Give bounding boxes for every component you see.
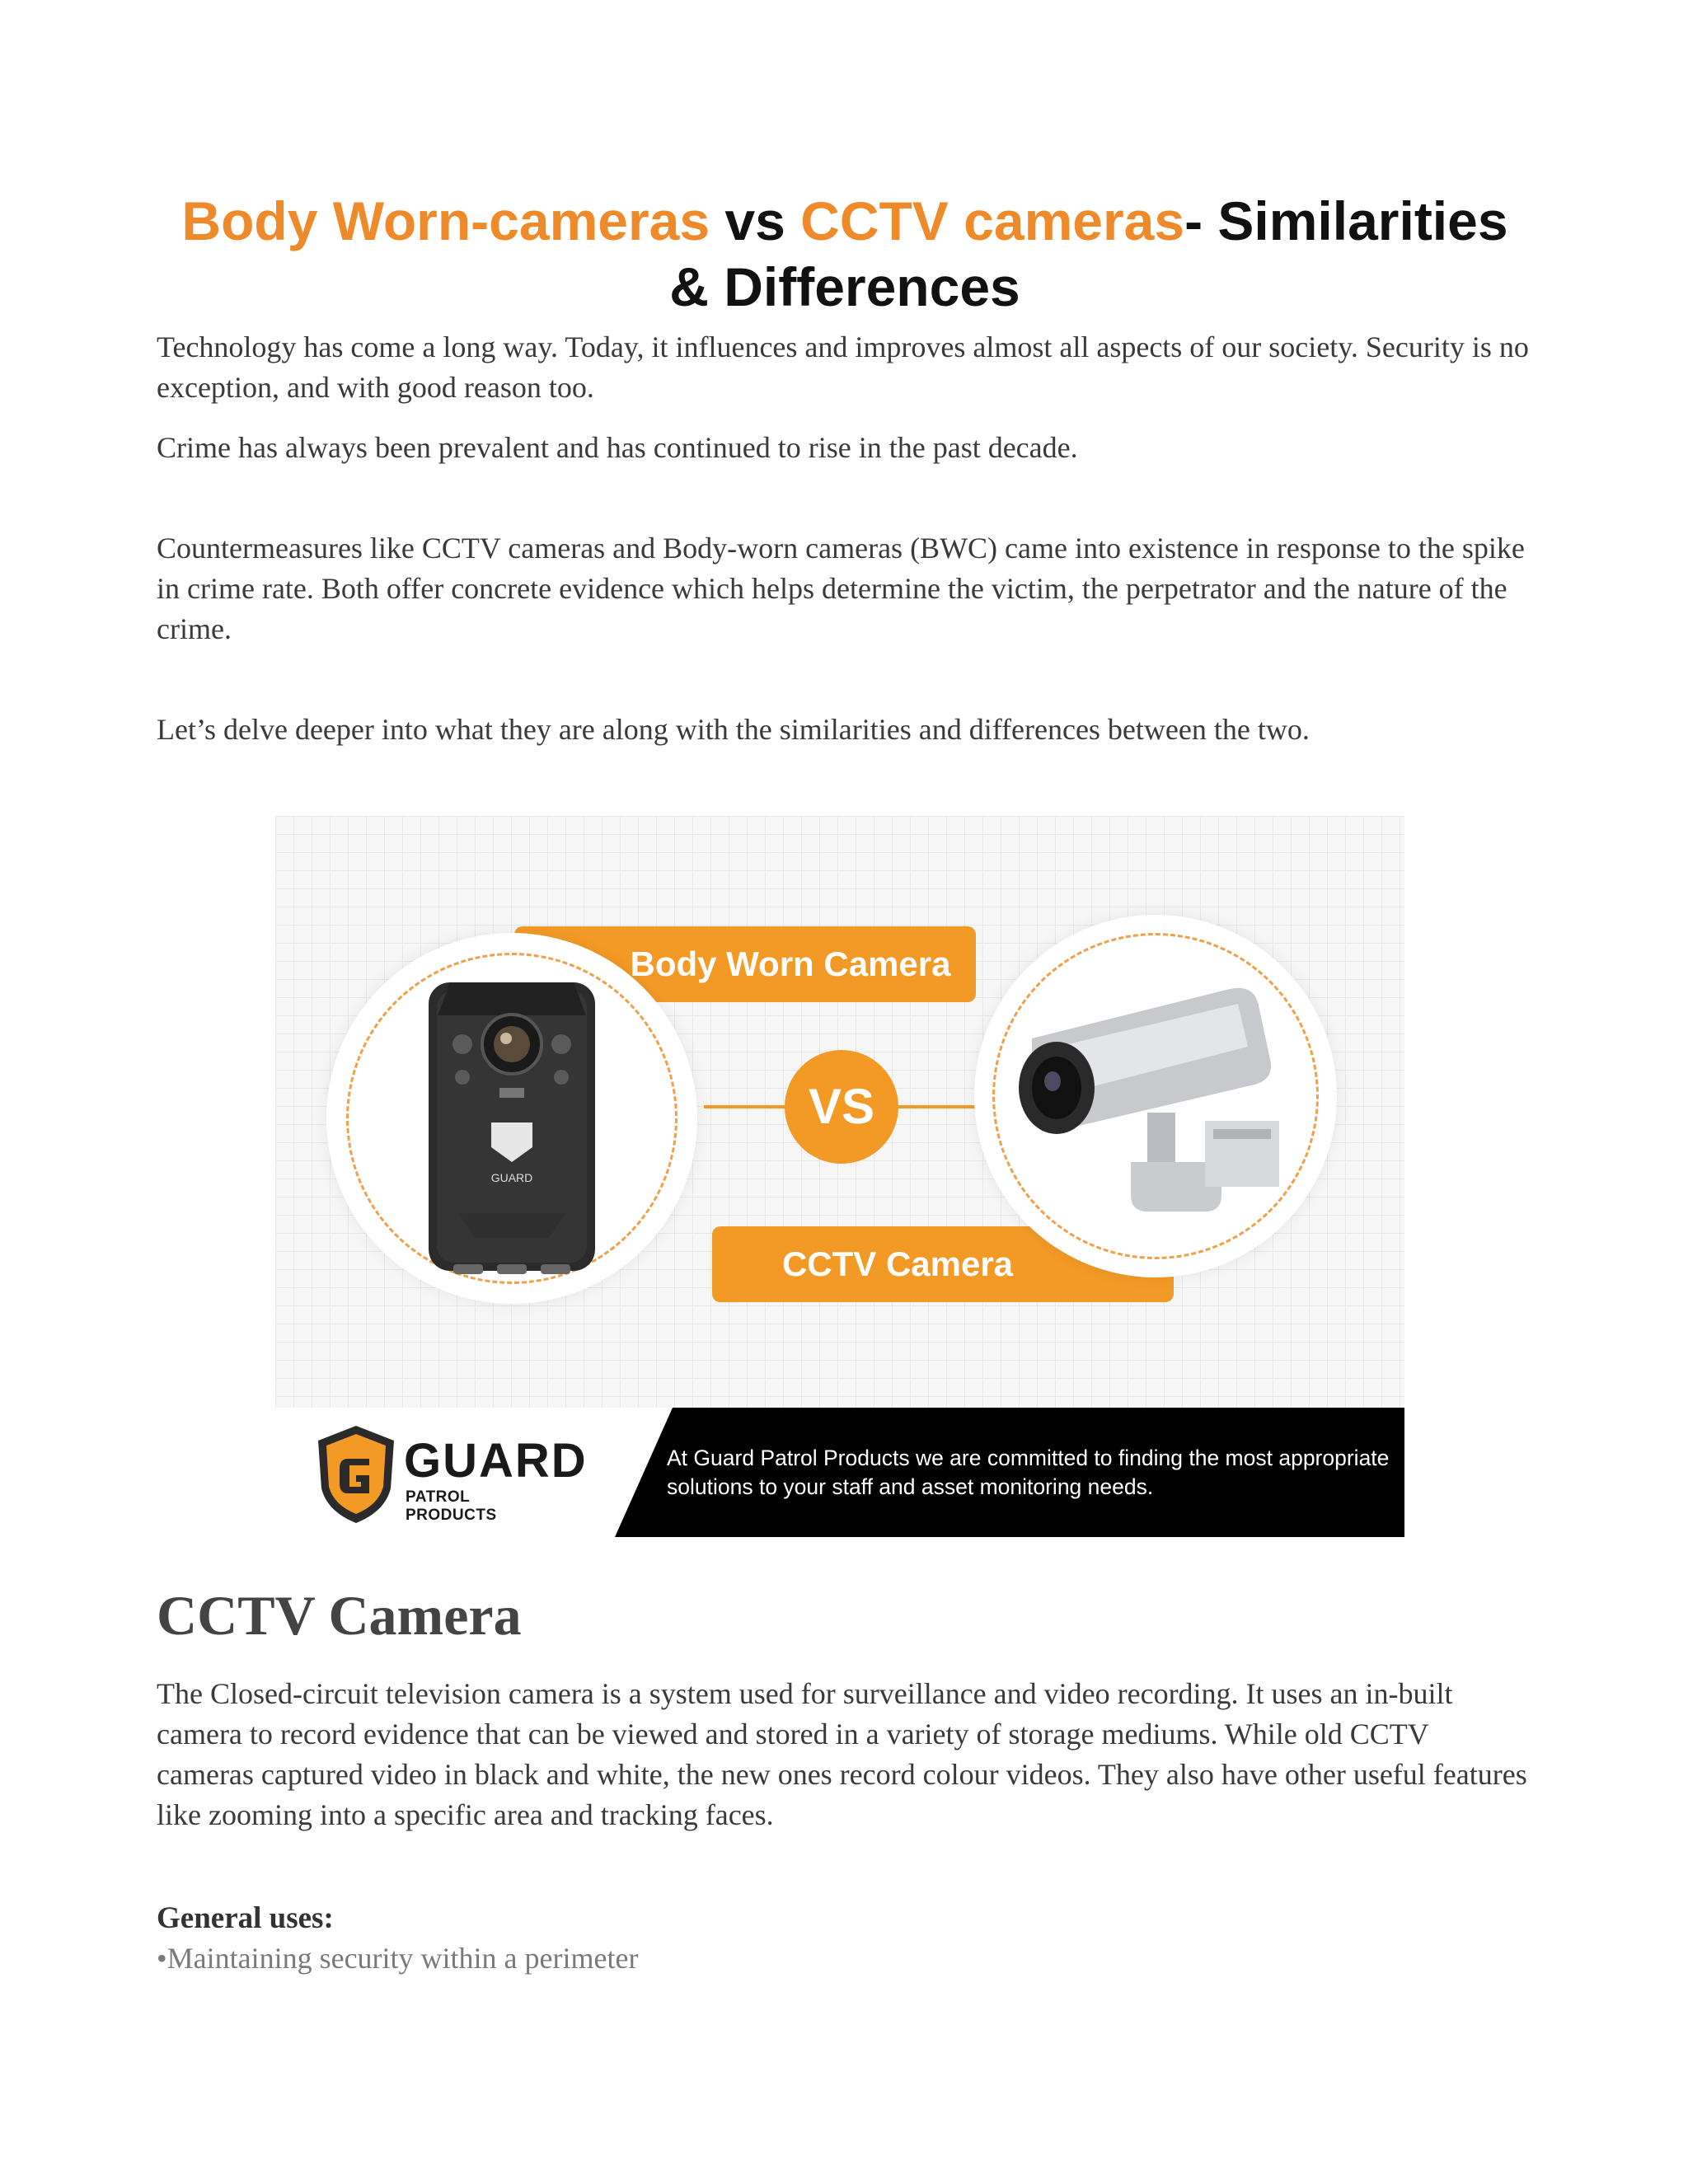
section-paragraph: The Closed-circuit television camera is a system used for surveillance and video recording. It uses an in-built camera to record evidence that can be viewed and stored in a variety of storage mediums. While old CCTV cameras captured video in black and white, the new ones record colour videos. They also have other useful features like zooming into a specific area and tracking faces. [157, 1677, 1527, 1831]
banner-tagline: At Guard Patrol Products we are committed to finding the most appropriate solutions to your staff and asset monitoring needs. [667, 1446, 1390, 1499]
intro-paragraph-4: Let’s delve deeper into what they are along with the similarities and differences between the two. [157, 713, 1310, 746]
title-body-worn: Body Worn-cameras [181, 190, 710, 251]
comparison-infographic [275, 816, 1404, 1537]
section-heading: CCTV Camera [157, 1584, 522, 1647]
page-title [157, 188, 1533, 320]
body-worn-camera-icon [417, 966, 607, 1279]
cctv-camera-label: CCTV Camera [712, 1226, 1174, 1302]
cctv-camera-icon [1007, 972, 1304, 1220]
body-worn-camera-label: Body Worn Camera [514, 926, 976, 1002]
title-cctv: CCTV cameras [800, 190, 1185, 251]
connector-line-right [898, 1105, 981, 1108]
infographic-banner [275, 1408, 1404, 1537]
logo-subtitle: PATROL PRODUCTS [406, 1488, 497, 1524]
intro-paragraph-2: Crime has always been prevalent and has continued to rise in the past decade. [157, 431, 1078, 464]
title-vs: vs [710, 190, 801, 251]
svg-text:GUARD: GUARD [490, 1171, 533, 1184]
connector-line-left [704, 1105, 786, 1108]
guard-logo [315, 1422, 588, 1526]
logo-wordmark: GUARD [404, 1434, 588, 1488]
shield-icon [315, 1422, 397, 1526]
intro-paragraph-1: Technology has come a long way. Today, it influences and improves almost all aspects of our society. Security is no exception, and with good reason too. [157, 330, 1529, 404]
title-rest: - Similarities & Differences [669, 190, 1508, 317]
general-uses-heading: General uses: [157, 1901, 334, 1935]
body-worn-camera-circle [326, 933, 697, 1304]
cctv-camera-circle [974, 915, 1337, 1277]
bullet-item: •Maintaining security within a perimeter [157, 1942, 639, 1975]
vs-badge: VS [785, 1050, 898, 1164]
intro-paragraph-3: Countermeasures like CCTV cameras and Body-worn cameras (BWC) came into existence in response to the spike in crime rate. Both offer concrete evidence which helps determine the victim, the perpetrator and the nature of the crime. [157, 532, 1525, 645]
